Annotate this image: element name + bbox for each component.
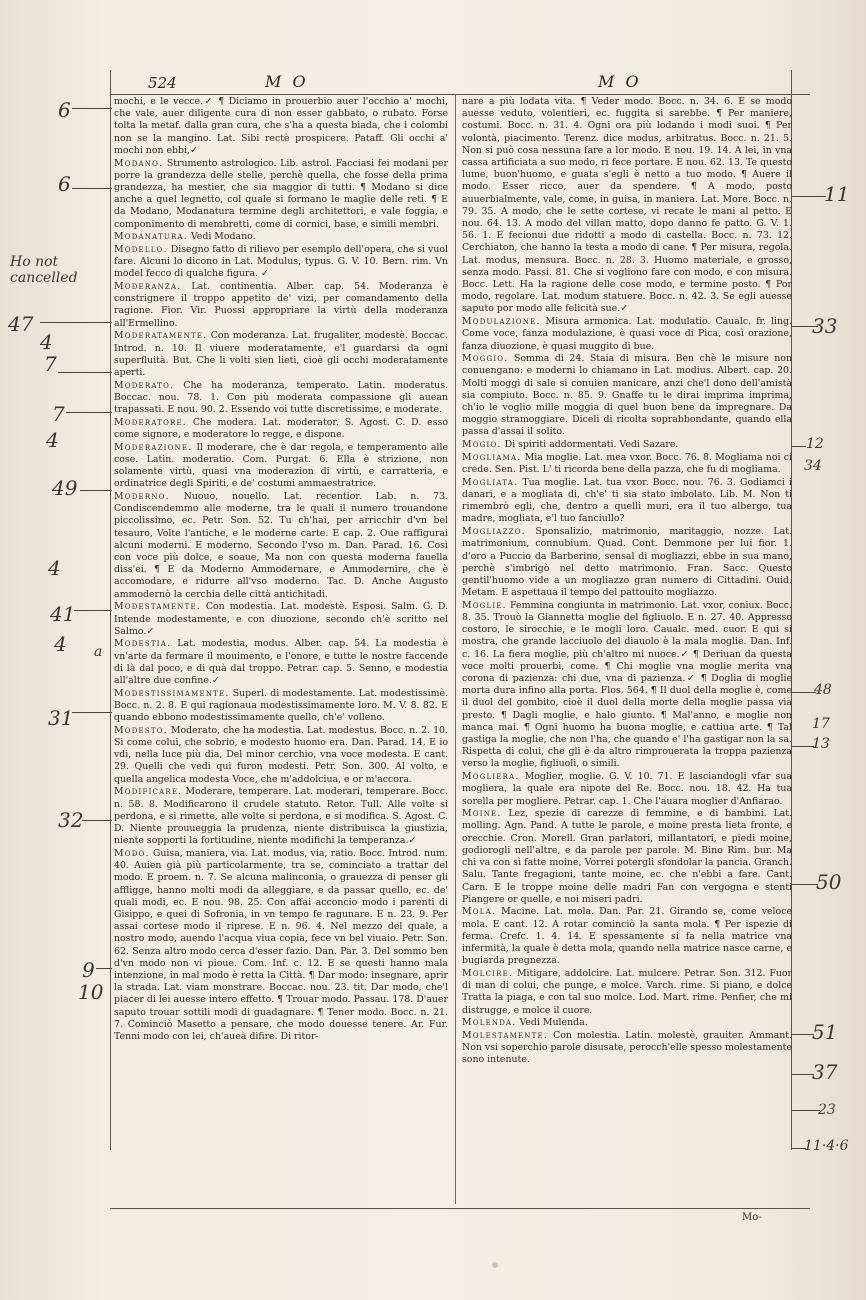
dictionary-entry	[462, 906, 792, 967]
page-blemish	[492, 1262, 498, 1268]
margin-note: 50	[816, 870, 842, 894]
margin-note: 11	[824, 182, 850, 206]
header-rule	[110, 94, 810, 95]
entry-text: nare a più lodata vita. ¶ Veder modo. Bocc. n. 34. 6. E se modo auesse veduto, volentieri, ec. fuggita si sarebbe. ¶ Per maniere, costumi. Bocc. n. 31. 4. Ogni ora più lodando i modi suoi. ¶ Per volontà, piacimento. Terenz. dice modus, arbitratus. Bocc. n. 21. 5. Non si può cosa nessuna fare a lor modo. E nou. 19. 14. A lei, in vna cassa artificiata a suo modo, ri fece portare. E nou. 62. 13. Te questo lume, buon'huomo, e guata s'egli è netto a tuo modo. ¶ Auere il modo. Esser ricco, auer da spendere. ¶ A modo, posto auuerbialmente, vale, come, in guisa, in maniera. Lat. More. Bocc. n. 79. 35. A modo, che le sette cortese, vi recate le mani al petto. E nou. 64. 13. A modo del villan matto, dopo danno fe patto. G. V. 1. 56. 1. E fecionui due ridotti a modo di castella. Bocc. n. 73. 12. Cerchiaton, che hanno la testa a modo di cane. ¶ Per misura, regola. Lat. modus, mensura. Bocc. n. 28. 3. Huomo materiale, e grosso, senza modo. Passi. 81. Che si vogliono fare con modo, e con misura. Bocc. Lett. Ha la ragione delle cose modo, e termine posto. ¶ Por modo, regolare. Lat. modum statuere. Bocc. n. 42. 3. Se egli auesse saputo por modo alle felicità sue.✓	[462, 96, 792, 315]
margin-tick	[72, 712, 112, 713]
catchword: Mo-	[742, 1212, 762, 1223]
margin-note: 48	[814, 682, 832, 698]
margin-note: 47	[8, 312, 34, 336]
margin-tick	[792, 1110, 820, 1111]
dictionary-entry	[462, 96, 792, 316]
margin-note: 6	[58, 98, 71, 122]
dictionary-entry	[462, 439, 792, 451]
margin-note: 32	[58, 808, 84, 832]
entry-headword: Molcire.	[462, 967, 514, 979]
dictionary-entry	[462, 353, 792, 438]
entry-text: Misura armonica. Lat. modulatio. Caualc. fr. ling. Come voce, fanza modulazione, è quasi voce di Pica, così orazione, fanza diuozione, è quasi muggito di bue.	[462, 316, 792, 352]
margin-note: 31	[48, 706, 74, 730]
entry-text: Sponsalizio, matrimonio, maritaggio, nozze. Lat. matrimonium, connubium. Quad. Cont. Demmone per lui fior. 1. d'oro a Puccio da Barberino, sensal di mogliazzi, ebbe in sua mano, perchè s'imbrigò nel detto matrimonio. Fran. Sacc. Questo gentil'huomo vide a un mogliazzo gran numero di Cittadini. Ouid. Metam. E aspettaua il tempo del pattouito mogliazzo.	[462, 526, 792, 599]
entry-text: Vedi Modano.	[190, 231, 256, 243]
dictionary-entry	[462, 808, 792, 906]
entry-headword: Modo.	[114, 847, 150, 859]
margin-note: 9	[82, 958, 95, 982]
margin-note: 4	[46, 428, 59, 452]
entry-headword: Moine.	[462, 808, 502, 820]
entry-text: Moderare, temperare. Lat. moderari, temperare. Bocc. n. 58. 8. Modificarono il crudele statuto. Retor. Tull. Alle volte si perdona, e si rimette, alle volte si perdona, e si modifica. S. Agost. C. D. Niente prouueggia la prudenza, niente distribuisca la giustizia, niente sopporti la fortitudine, niente modifichi la temperanza.✓	[114, 786, 449, 847]
entry-text: Il moderare, che è dar regola, e temperamento alle cose. Latin. moderatio. Com. Purgat. 6. Ella è strizione, non solamente virtù, quasi vna moderazion di virtù, e carratteria, e ordinatrice degli Spiriti, e de' costumi ammaestratrice.	[114, 441, 448, 490]
dictionary-entry	[114, 231, 448, 243]
entry-headword: Mogio.	[462, 439, 502, 451]
entry-headword: Moderazione.	[114, 441, 193, 453]
dictionary-entry	[462, 771, 792, 808]
margin-note: 11·4·6	[804, 1138, 849, 1154]
dictionary-entry	[114, 417, 448, 441]
right-column	[462, 96, 792, 1067]
margin-note: 17	[812, 716, 830, 732]
entry-headword: Mogliazzo.	[462, 526, 526, 538]
dictionary-entry	[114, 491, 448, 601]
margin-tick	[792, 746, 814, 747]
entry-headword: Mogliama.	[462, 451, 522, 463]
entry-text: Moderato, che ha modestia. Lat. modestus. Bocc. n. 2. 10. Si come colui, che sobrio, e modesto huomo era. Dan. Parad. 14. E io vdi, nella luce più dia, Del minor cerchio, vna voce modesta. E cant. 29. Quelli che vedi qui furon modesti. Petr. Son. 300. Al volto, e quella angelica modesta Voce, che m'addolciua, e or m'accora.	[114, 724, 448, 785]
dictionary-entry	[114, 786, 448, 847]
entry-text: Con molestia. Latin. molestè, grauiter. Ammant. Non vsi soperchio parole disusate, perocch'elle spesso molestamente sono intenute.	[462, 1029, 792, 1066]
dictionary-entry	[462, 316, 792, 353]
margin-note: a	[94, 644, 103, 660]
entry-text: Con moderanza. Lat. frugaliter, modestè. Boccac. Introd. n. 10. Il viuere moderatamente, e'l guardarsi da ogni superfluità. But. Che li volti sien lieti, cioè gli occhi moderatamente aperti.	[114, 330, 448, 378]
running-head-right: M O	[598, 72, 642, 91]
dictionary-entry	[114, 244, 448, 281]
margin-note: 4	[48, 556, 61, 580]
entry-headword: Modestia.	[114, 638, 172, 650]
margin-tick	[792, 1034, 814, 1035]
margin-note: 34	[804, 458, 822, 474]
dictionary-entry	[114, 96, 448, 157]
margin-note: 4	[40, 330, 53, 354]
entry-headword: Mogliera.	[462, 771, 520, 783]
margin-note: 41	[50, 602, 76, 626]
entry-text: Vedi Mulenda.	[519, 1017, 588, 1029]
entry-headword: Moderato.	[114, 379, 175, 391]
margin-note: 23	[818, 1102, 836, 1118]
margin-note: 10	[78, 980, 104, 1004]
entry-text: mochi, e le vecce.✓ ¶ Diciamo in prouerbio auer l'occhio a' mochi, che vale, auer diligente cura di non esser gabbato, o rubato. Forse tolta la metaf. dalla gran cura, che s'ha a questa biada, che i colombi non se la mangino. Lat. Sibi rectè prospicere. Pataff. Gli occhi a' mochi non ebbi,✓	[114, 96, 448, 156]
dictionary-entry	[114, 601, 448, 638]
entry-text: Strumento astrologico. Lib. astrol. Facciasi fei modani per porre la grandezza delle stelle, perchè quella, che fosse della prima grandezza, ha mestier, che sia maggior di tutti. ¶ Modano si dice anche a quel legnetto, col quale si formano le maglie delle reti. ¶ E da Modano, Modanatura termine degli architettori, e vale foggia, e componimento di membretti, come di cornici, base, e simili membri.	[114, 157, 448, 230]
entry-text: Lez, spezie di carezze di femmine, e di bambini. Lat. molling. Agn. Pand. A tutte le parole, e moine presta lieta fronte, e orecchie. Cron. Morell. Gran parlatori, millantatori, e piedi moine, godiorogli nell'altre, e da parole per parole. M. Bino Rim. bur. Ma chi va con sì fatte moine, Vorrei potergli sfondolar la pancia. Granch. Salu. Tante fregagioni, tante moine, ec. che n'ebbi a fare. Cant. Carn. E le troppe moine delle madri Fan con vergogna e stenti Piangere or quelle, e noi miseri padri.	[462, 808, 793, 905]
footer-rule	[110, 1208, 810, 1209]
margin-tick	[792, 196, 826, 197]
dictionary-entry	[462, 1017, 792, 1029]
entry-text: Guisa, maniera, via. Lat. modus, via, ratio. Bocc. Introd. num. 40. Auien già più particolarmente, tra se, cominciato a trattar del modo. E proem. n. 7. Se alcuna malinconia, o grauezza di penser gli affligge, hanno molti modi da alleggiare, e da passar quello, ec. de' quali modi, ec. E nou. 98. 25. Con affai acconcio modo i parenti di Gisippo, e quei di Sofronia, in vn tempo fe ragunare. E n. 23. 9. Per assai cortese modo il riprese. E n. 96. 4. Nel mezzo del quale, a nostro modo, auendo l'acqua viua copia, fece vn bel viuaio. Petr. Son. 62. Senza altro modo cerca d'esser fazio. Dan. Par. 3. Del sommo ben d'vn modo non vi pioue. Com. Inf. c. 12. E se questi hanno mala intenzione, in mal modo è retta la Città. ¶ Dar modo: insegnare, aprir la strada. Lat. viam monstrare. Boccac. nou. 23. tit. Dar modo, che'l piacer di lei auesse intero effetto. ¶ Trouar modo. Passau. 178. D'auer saputo trouar sottili modi di guadagnare. ¶ Tener modo. Bocc. n. 21. 7. Cominciò Masetto a pensare, che modo douesse tenere. Ar. Fur. Tenni modo con lei, ch'aueà difire. Di ritor-	[114, 847, 448, 1042]
margin-note: 12	[806, 436, 824, 452]
dictionary-entry	[462, 477, 792, 526]
entry-text: Tua moglie. Lat. tua vxor. Bocc. nou. 76. 3. Godiamci i danari, e a mogliata di, ch'e' ti sia stato imbolato. Lib. M. Non ti rimembrò egli, che, dentro a quelli muri, era il tuo albergo, tua madre, mogliata, e'l tuo fanciullo?	[462, 476, 792, 525]
entry-text: Disegno fatto di rilievo per esemplo dell'opera, che si vuol fare. Alcuni lo dicono in Lat. Modulus, typus. G. V. 10. Bern. rim. Vn model fecco di qualche figura. ✓	[114, 243, 448, 280]
margin-note: Ho not cancelled	[10, 254, 78, 286]
entry-text: Lat. continentia. Alber. cap. 54. Moderanza è constrignere il troppo appetito de' vizi, per comandamento della ragione. Fior. Vir. Puossi appropriare la virtù della moderanza all'Ermellino.	[114, 281, 449, 329]
dictionary-entry	[114, 688, 448, 725]
entry-headword: Modulazione.	[462, 316, 541, 328]
dictionary-entry	[114, 848, 448, 1043]
dictionary-entry	[462, 600, 792, 771]
margin-tick	[792, 692, 816, 693]
entry-text: Che modera. Lat. moderator. S. Agost. C. D. esso come signore, e moderatore lo regge, e dispone.	[114, 416, 448, 440]
margin-tick	[792, 884, 818, 885]
entry-headword: Mogliata.	[462, 476, 519, 488]
margin-note: 37	[812, 1060, 838, 1084]
left-column	[114, 96, 448, 1044]
dictionary-entry	[462, 452, 792, 476]
entry-text: Di spiriti addormentati. Vedi Sazare.	[504, 439, 679, 451]
entry-headword: Modificare.	[114, 786, 183, 798]
margin-note: 33	[812, 314, 838, 338]
dictionary-entry	[462, 1030, 792, 1067]
entry-headword: Molenda.	[462, 1017, 517, 1029]
dictionary-entry	[114, 380, 448, 417]
dictionary-entry	[462, 968, 792, 1017]
entry-headword: Mola.	[462, 906, 497, 918]
margin-note: 4	[54, 632, 67, 656]
entry-text: Macine. Lat. mola. Dan. Par. 21. Girando se, come veloce mola. E cant. 12. A rotar cominciò la santa mola. ¶ Per ispezie di ferma. Crefc. 1. 4. 14. E spessamente si fa nella matrice vna infermità, la quale è detta mola, quando nella matrice nasce carne, e bugiarda pregnezza.	[462, 906, 792, 967]
entry-text: Che ha moderanza, temperato. Latin. moderatus. Boccac. nou. 78. 1. Con più moderata compassione gli auean trapassati. E nou. 90. 2. Essendo voi tutte discretissime, e moderate.	[114, 379, 449, 416]
margin-note: 49	[52, 476, 78, 500]
entry-headword: Modestissimamente.	[114, 687, 230, 699]
entry-text: Nuouo, nouello. Lat. recentior. Lab. n. 73. Condiscendemmo alle moderne, tra le quali il numero trouandone piccolissimo, ec. Petr. Son. 52. Tu ch'hai, per arricchir d'vn bel tesauro, Volte l'antiche, e le moderne carte. E cap. 2. Oue raffigurai alcuni moderni. E moderno. Secondo l'vso m. Dan. Parad. 16. Così con voce più dolce, e soaue, Ma non con questa moderna fauella diss'ei. ¶ E da Moderno Ammodernare, e Ammodernire, che è accomodare, e ridurre all'vso moderno. Tac. D. Anche Augusto ammodernò la cerchia delle città antichitadi.	[114, 491, 448, 600]
column-divider	[455, 94, 456, 1204]
entry-headword: Modestamente.	[114, 601, 201, 613]
entry-text: Somma di 24. Staia di misura. Ben chè le misure non conuengano: e moderni lo chiamano in Lat. modius. Albert. cap. 20. Molti moggi di sale si conuien manicare, anzi che'l dono dell'amistà sia compiuto. Bocc. n. 85. 9. Gnaffe tu le dirai imprima imprima, ch'io le voglio mille moggia di quel buon bene da impregnare. Da moggio stramoggiare. Diceli di ricolta soprabbondante, quando ella passa d'assai il solito.	[462, 353, 792, 438]
margin-tick	[792, 1074, 814, 1075]
dictionary-entry	[114, 158, 448, 231]
margin-tick	[66, 412, 112, 413]
entry-text: Moglier, moglie. G. V. 10. 71. E lasciandogli vfar sua mogliera, la quale era nipote del Re. Bocc. nou. 18. 42. Ha tua sorella per mogliere. Petrar. cap. 1. Che l'auara moglier d'Anfiarao.	[462, 771, 792, 807]
entry-headword: Modesto.	[114, 724, 168, 736]
entry-text: Femmina congiunta in matrimonio. Lat. vxor, coniux. Bocc. 8. 35. Trouò la Giannetta moglie del figliuolo. E n. 27. 40. Appresso costoro, le sirocchie, e le mogli loro. Caualc. med. cuor. E qui si mostra, che grande lacciuolo del diauolo è la mala moglie. Dan. Inf. c. 16. La fiera moglie, più ch'altro mi nuoce.✓ ¶ Deriuan da questa voce molti prouerbi, come. ¶ Chi moglie vna moglie merita vna corona di pazienza: chi due, vna di pazienza.✓ ¶ Doglia di moglie morta dura infino alla porta. Flos. 564. ¶ Il duol della moglie è, come il duol del gombito, cioè il duol della morte della moglie passa via presto. ¶ Dagli moglie, e halo giunto. ¶ Mal'anno, e moglie non manca mai. ¶ Ogni huomo ha buona moglie, e cattiua arte. ¶ Tal gastiga la moglie, che non l'ha, che quando e' l'ha gastigar non la sa. Rispetta di colui, che gli è da altro rimprouerata la troppa pazienza verso la moglie, figliuoli, o simili.	[462, 599, 792, 770]
dictionary-entry	[114, 442, 448, 491]
margin-tick	[40, 322, 112, 323]
entry-headword: Molestamente.	[462, 1029, 548, 1041]
margin-note: 7	[52, 402, 65, 426]
margin-note: 51	[812, 1020, 838, 1044]
margin-tick	[58, 372, 112, 373]
margin-tick	[72, 108, 112, 109]
entry-text: Mitigare, addolcire. Lat. mulcere. Petrar. Son. 312. Fuor di man di colui, che punge, e molce. Varch. rime. Si piano, e dolce Tratta la piaga, e con tal suo molce. Lod. Mart. rime. Penfier, che mi distrugge, e molce il cuore.	[462, 967, 792, 1016]
entry-text: Superl. di modestamente. Lat. modestissimè. Bocc. n. 2. 8. E qui ragionaua modestissimamente loro. M. V. 8. 82. E quando ebbono modestissimamente quello, ch'e' volleno.	[114, 687, 448, 724]
entry-headword: Moderanza.	[114, 281, 182, 293]
entry-headword: Modello.	[114, 243, 168, 255]
entry-headword: Moderno.	[114, 491, 170, 502]
entry-text: Con modestia. Lat. modestè. Esposi. Salm. G. D. Intende modestamente, e con diuozione, secondo ch'è scritto nel Salmo.✓	[114, 601, 449, 637]
entry-headword: Moderatore.	[114, 416, 187, 428]
dictionary-entry	[114, 725, 448, 786]
entry-text: Mia moglie. Lat. mea vxor. Bocc. 76. 8. Mogliama noi ci crede. Sen. Pist. L' ti ricorda bene della pazza, che fu di mogliama.	[462, 451, 793, 476]
dictionary-entry	[114, 638, 448, 687]
margin-tick	[792, 446, 806, 447]
dictionary-entry	[114, 330, 448, 379]
margin-tick	[74, 610, 112, 611]
margin-note: 6	[58, 172, 71, 196]
page-number: 524	[148, 74, 177, 92]
margin-note: 13	[812, 736, 830, 752]
entry-headword: Modano.	[114, 157, 164, 169]
margin-tick	[96, 968, 112, 969]
entry-headword: Moglie.	[462, 599, 507, 611]
entry-text: Lat. modestia, modus. Alber. cap. 54. La modestia è vn'arte da fermare il mouimento, e l'onore, e tutte le nostre faccende di là dal poco, e di quà dal troppo. Petrar. cap. 5. Senno, e modestia all'altre due confine.✓	[114, 638, 448, 687]
margin-note: 7	[44, 352, 57, 376]
running-head-left: M O	[265, 72, 309, 91]
dictionary-entry	[462, 526, 792, 599]
entry-headword: Moderatamente.	[114, 330, 208, 342]
margin-tick	[72, 188, 112, 189]
entry-headword: Modanatura.	[114, 231, 188, 243]
dictionary-entry	[114, 281, 448, 330]
entry-headword: Moggio.	[462, 353, 509, 365]
margin-tick	[80, 490, 112, 491]
margin-tick	[82, 820, 112, 821]
